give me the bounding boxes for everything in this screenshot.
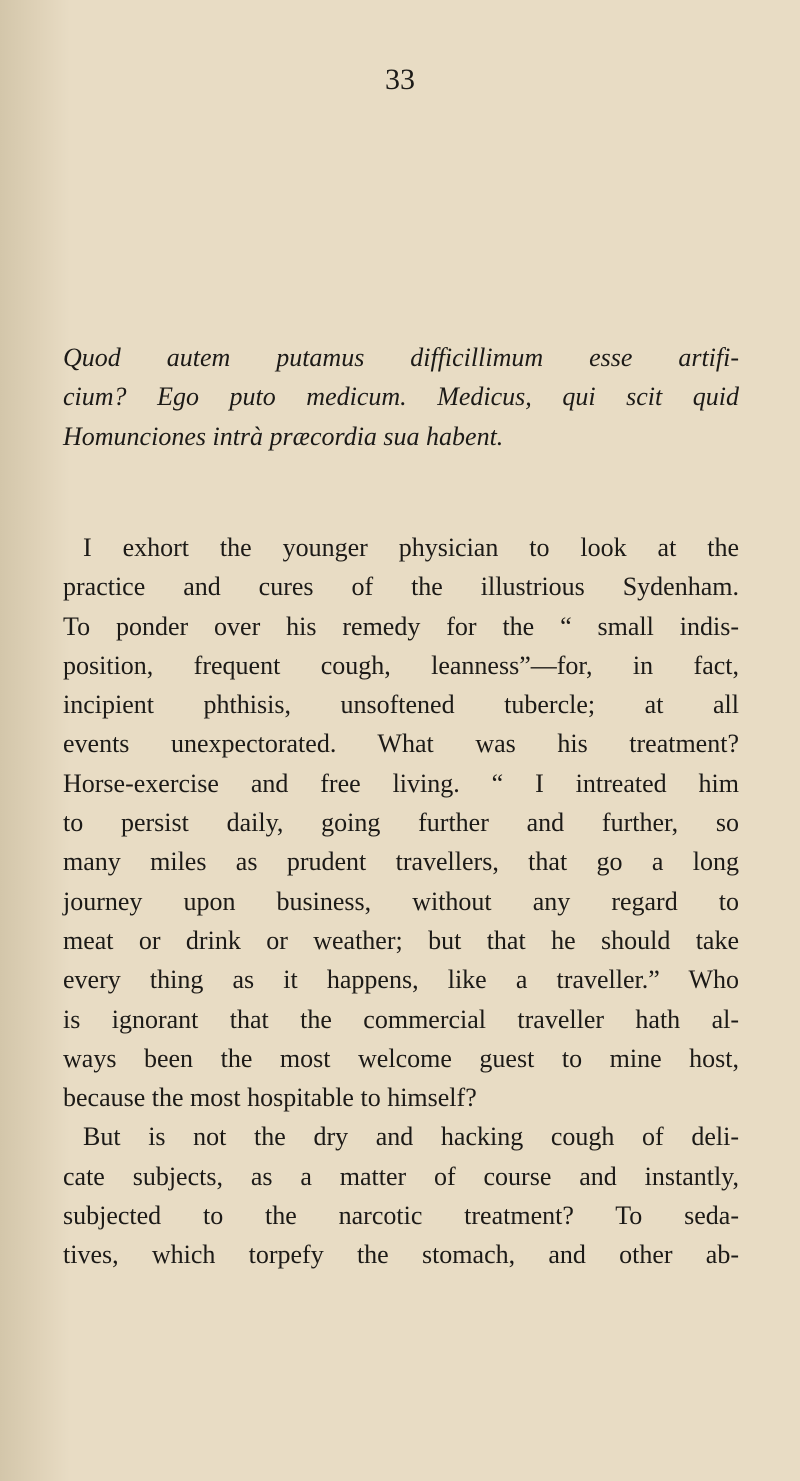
body-text [63, 528, 739, 1275]
body-line: incipient phthisis, unsoftened tubercle; at all [63, 690, 739, 720]
body-line: To ponder over his remedy for the “ small indis- [63, 611, 739, 641]
page-number: 33 [385, 63, 415, 96]
quote-line: Homunciones intrà præcordia sua habent. [63, 421, 504, 451]
page-edge-shadow [0, 0, 70, 1481]
body-line: ways been the most welcome guest to mine host, [63, 1043, 739, 1073]
body-line: Horse-exercise and free living. “ I intreated him [63, 768, 739, 798]
body-line: subjected to the narcotic treatment? To seda- [63, 1201, 739, 1231]
body-line: I exhort the younger physician to look at the [83, 533, 739, 562]
body-line: to persist daily, going further and further, so [63, 808, 739, 838]
body-line: is ignorant that the commercial traveller hath al- [63, 1004, 739, 1034]
body-line: cate subjects, as a matter of course and instantly, [63, 1161, 739, 1191]
quote-line: Quod autem putamus difficillimum esse artifi- [63, 343, 739, 372]
body-line: meat or drink or weather; but that he should take [63, 925, 739, 955]
body-line: position, frequent cough, leanness”—for, in fact, [63, 650, 739, 680]
body-line: events unexpectorated. What was his treatment? [63, 729, 739, 759]
body-line: But is not the dry and hacking cough of deli- [83, 1122, 739, 1152]
latin-quote [63, 338, 739, 456]
body-line: tives, which torpefy the stomach, and other ab- [63, 1240, 739, 1270]
quote-line: cium? Ego puto medicum. Medicus, qui scit quid [63, 382, 739, 412]
body-line: journey upon business, without any regard to [63, 886, 739, 916]
body-line: because the most hospitable to himself? [63, 1083, 477, 1113]
body-line: every thing as it happens, like a traveller.” Who [63, 965, 739, 995]
body-line: practice and cures of the illustrious Sydenham. [63, 572, 739, 602]
body-line: many miles as prudent travellers, that go a long [63, 847, 739, 877]
